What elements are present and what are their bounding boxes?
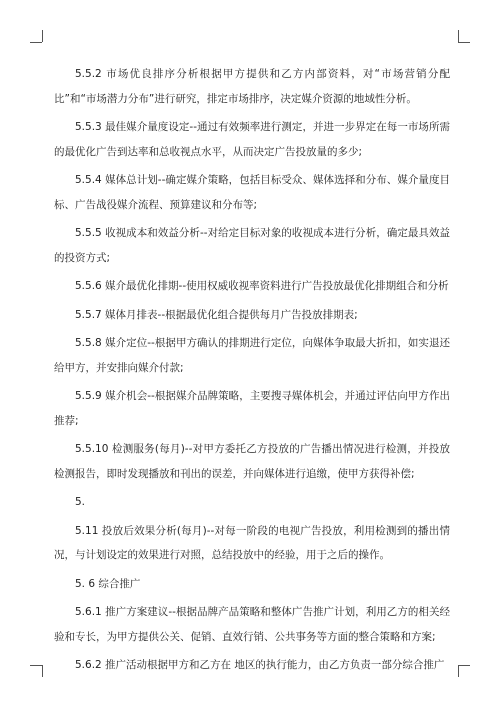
paragraph-5-11: 5.11 投放后效果分析(每月)--对每一阶段的电视广告投放，利用检测到的播出情况，与计划设定的效果进行对照，总结投放中的经验，用于之后的操作。 <box>54 524 450 561</box>
paragraph-5-5-8: 5.5.8 媒介定位--根据甲方确认的排期进行定位，向媒体争取最大折扣，如实退还给甲方，并安排向媒介付款; <box>54 337 450 374</box>
paragraph-5-6-2: 5.6.2 推广活动根据甲方和乙方在 地区的执行能力，由乙方负责一部分综合推广 <box>75 659 445 671</box>
paragraph-5-5-5: 5.5.5 收视成本和效益分析--对给定目标对象的收视成本进行分析，确定最具效益的投资方式; <box>54 227 450 264</box>
paragraph-5-5-9: 5.5.9 媒介机会--根据媒介品牌策略，主要搜寻媒体机会，并通过评估向甲方作出推荐; <box>54 390 450 427</box>
body-text <box>54 62 450 682</box>
paragraph-5-5-10: 5.5.10 检测服务(每月)--对甲方委托乙方投放的广告播出情况进行检测，并投放检测报告，即时发现播放和刊出的误差，并向媒体进行追缴，使甲方获得补偿; <box>54 443 450 480</box>
paragraph-5-5-2: 5.5.2 市场优良排序分析根据甲方提供和乙方内部资料，对“市场营销分配比”和“市场潜力分布”进行研究，排定市场排序，决定媒介资源的地域性分析。 <box>54 68 450 105</box>
paragraph-5-5-3: 5.5.3 最佳媒介量度设定--通过有效频率进行测定，并进一步界定在每一市场所需的最优化广告到达率和总收视点水平，从而决定广告投放量的多少; <box>54 121 450 158</box>
paragraph-5-5-6: 5.5.6 媒介最优化排期--使用权威收视率资料进行广告投放最优化排期组合和分析 <box>75 280 449 292</box>
section-heading-5-6: 5. 6 综合推广 <box>75 577 141 590</box>
paragraph-5-6-1: 5.6.1 推广方案建议--根据品牌产品策略和整体广告推广计划，利用乙方的相关经验和专长，为甲方提供公关、促销、直效行销、公共事务等方面的整合策略和方案; <box>54 606 450 643</box>
paragraph-fragment: 5. <box>75 496 86 508</box>
paragraph-5-5-7: 5.5.7 媒体月排表--根据最优化组合提供每月广告投放排期表; <box>75 308 358 321</box>
paragraph-5-5-4: 5.5.4 媒体总计划--确定媒介策略，包括目标受众、媒体选择和分布、媒介量度目标、广告战役媒介流程、预算建议和分布等; <box>54 174 450 211</box>
